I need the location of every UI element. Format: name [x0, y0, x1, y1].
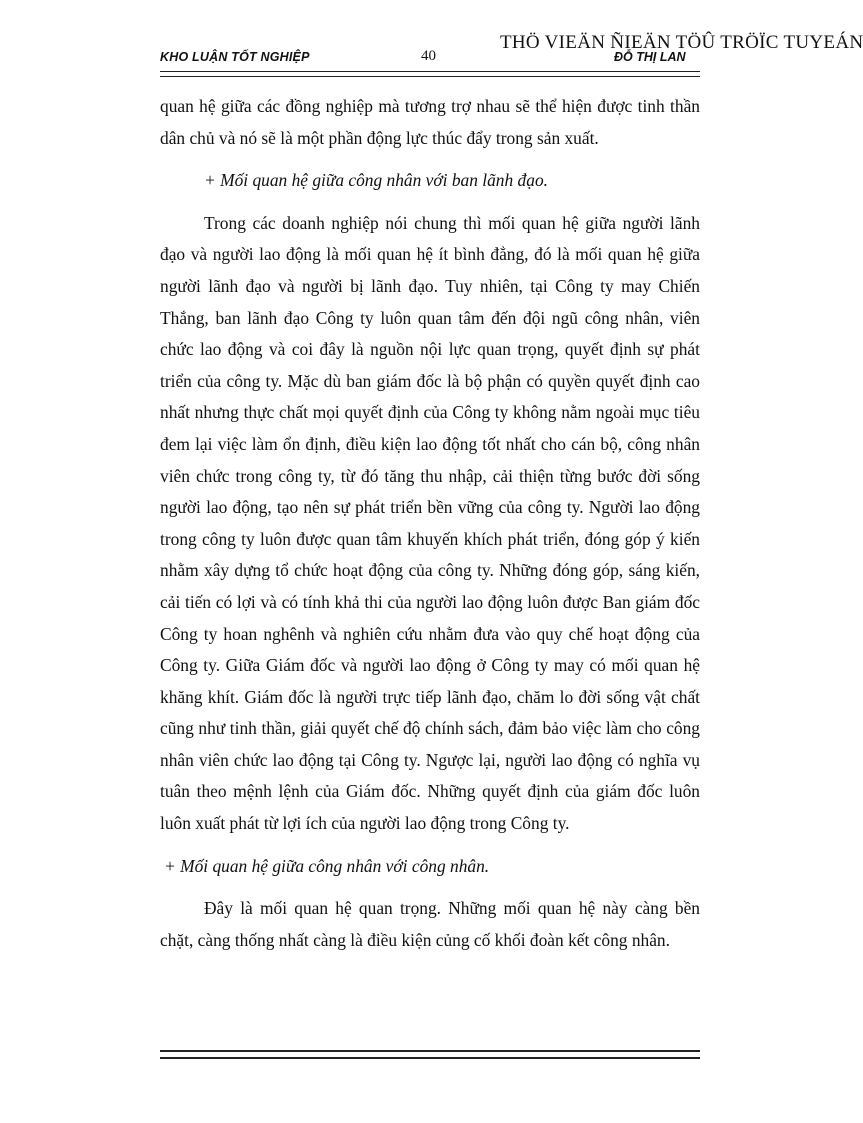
- page-header: [0, 0, 863, 80]
- page-body: [160, 91, 700, 956]
- author-name: ĐỖ THỊ LAN: [614, 50, 686, 64]
- section-heading-workers: + Mối quan hệ giữa công nhân với công nhân.: [164, 855, 490, 876]
- thesis-label: KHO LUẬN TỐT NGHIỆP: [160, 50, 310, 64]
- header-divider: [160, 71, 700, 77]
- paragraph-workers: Đây là mối quan hệ quan trọng. Những mối quan hệ này càng bền chặt, càng thống nhất càng là điều kiện củng cố khối đoàn kết công nhân.: [160, 898, 700, 950]
- page-number: 40: [421, 48, 436, 64]
- library-watermark: THÖ VIEÄN ÑIEÄN TÖÛ TRÖÏC TUYEÁN: [500, 32, 863, 53]
- footer-divider: [160, 1050, 700, 1059]
- paragraph-continuation: quan hệ giữa các đồng nghiệp mà tương trợ nhau sẽ thể hiện được tinh thần dân chủ và nó sẽ là một phần động lực thúc đẩy trong sản xuất.: [160, 96, 700, 148]
- paragraph-leadership: Trong các doanh nghiệp nói chung thì mối quan hệ giữa người lãnh đạo và người lao động là mối quan hệ ít bình đẳng, đó là mối quan hệ giữa người lãnh đạo và người bị lãnh đạo. Tuy nhiên, tại Công ty may Chiến Thắng, ban lãnh đạo Công ty luôn quan tâm đến đội ngũ công nhân, viên chức lao động và coi đây là nguồn nội lực quan trọng, quyết định sự phát triển của công ty. Mặc dù ban giám đốc là bộ phận có quyền quyết định cao nhất nhưng thực chất mọi quyết định của Công ty không nằm ngoài mục tiêu đem lại việc làm ổn định, điều kiện lao động tốt nhất cho cán bộ, công nhân viên chức trong công ty, từ đó tăng thu nhập, cải thiện từng bước đời sống người lao động, tạo nên sự phát triển bền vững của công ty. Người lao động trong công ty luôn được quan tâm khuyến khích phát triển, đóng góp ý kiến nhằm xây dựng tổ chức hoạt động của công ty. Những đóng góp, sáng kiến, cải tiến có lợi và có tính khả thi của người lao động luôn được Ban giám đốc Công ty hoan nghênh và nghiên cứu nhằm đưa vào quy chế hoạt động của Công ty. Giữa Giám đốc và người lao động ở Công ty may có mối quan hệ khăng khít. Giám đốc là người trực tiếp lãnh đạo, chăm lo đời sống vật chất cũng như tinh thần, giải quyết chế độ chính sách, đảm bảo việc làm cho công nhân viên chức lao động tại Công ty. Ngược lại, người lao động có nghĩa vụ tuân theo mệnh lệnh của Giám đốc. Những quyết định của giám đốc luôn luôn xuất phát từ lợi ích của người lao động trong Công ty.: [160, 212, 700, 834]
- section-heading-leadership: + Mối quan hệ giữa công nhân với ban lãnh đạo.: [204, 170, 548, 191]
